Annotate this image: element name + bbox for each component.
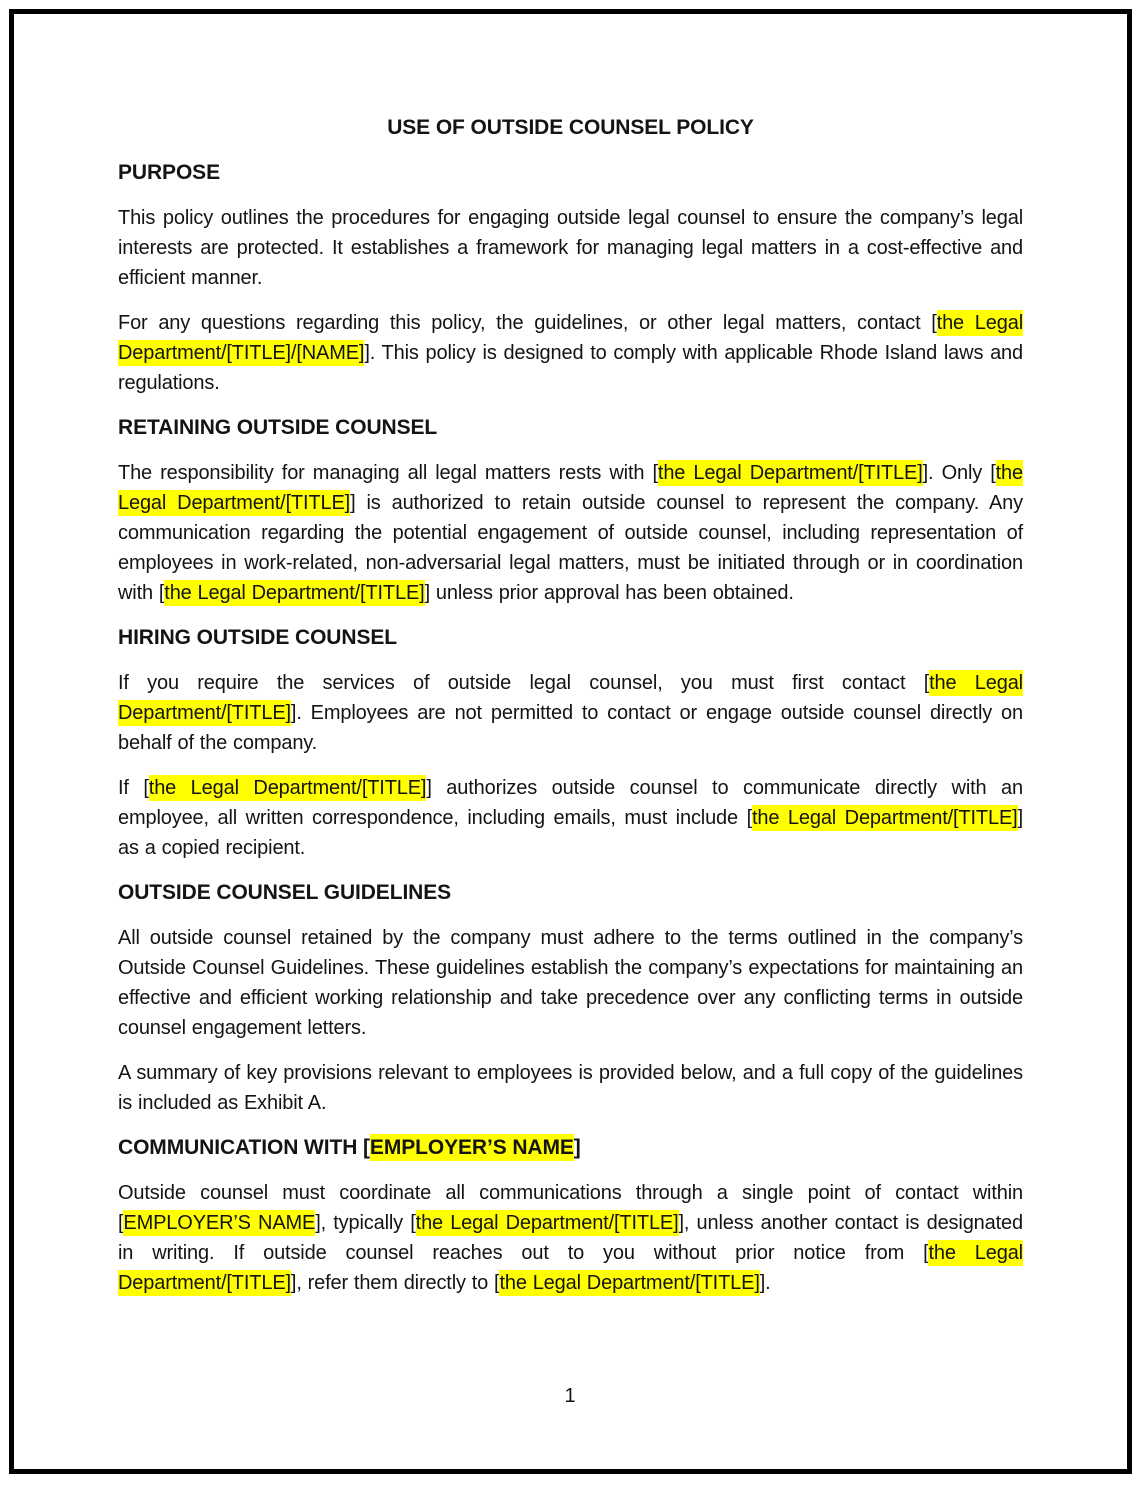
text-run: If you require the services of outside legal counsel, you must first contact [ (118, 672, 930, 694)
text-run: PURPOSE (118, 161, 220, 184)
paragraph-if (118, 773, 1023, 863)
text-run: Outside counsel must coordinate all communications through a single point of contact within [ (118, 1182, 1023, 1234)
paragraph-outside-counsel-must-coordinate-all-comm (118, 1178, 1023, 1298)
highlighted-placeholder: the Legal Department/[TITLE] (118, 672, 1023, 724)
text-run: If [ (118, 777, 149, 799)
text-run: For any questions regarding this policy, the guidelines, or other legal matters, contact [ (118, 312, 937, 334)
paragraph-the-responsibility-for-managing-all-lega (118, 458, 1023, 608)
page-number: 1 (564, 1385, 576, 1407)
text-run: ] as a copied recipient. (118, 807, 1023, 859)
text-run: ], refer them directly to [ (290, 1272, 500, 1294)
text-run: ] unless prior approval has been obtained. (424, 582, 794, 604)
text-run: RETAINING OUTSIDE COUNSEL (118, 416, 438, 439)
paragraph-this-policy-outlines-the-procedures-for- (118, 203, 1023, 293)
text-run: ]. This policy is designed to comply with applicable Rhode Island laws and regulations. (118, 342, 1023, 394)
highlighted-placeholder: the Legal Department/[TITLE] (751, 807, 1018, 829)
paragraph-all-outside-counsel-retained-by-the-comp (118, 923, 1023, 1043)
text-run: The responsibility for managing all legal matters rests with [ (118, 462, 658, 484)
heading-outside-counsel-guidelines (118, 878, 1023, 908)
highlighted-placeholder: EMPLOYER’S NAME (369, 1136, 574, 1159)
text-run: ], unless another contact is designated in writing. If outside counsel reaches out to you without prior notice from [ (118, 1212, 1023, 1264)
text-run: HIRING OUTSIDE COUNSEL (118, 626, 397, 649)
heading-communication-with (118, 1133, 1023, 1163)
text-run: ] (573, 1136, 581, 1159)
highlighted-placeholder: the Legal Department/[TITLE] (148, 777, 427, 799)
document-title: USE OF OUTSIDE COUNSEL POLICY (387, 116, 754, 139)
text-run: ]. (759, 1272, 771, 1294)
document-content (118, 113, 1023, 1313)
text-run: COMMUNICATION WITH [ (118, 1136, 370, 1159)
text-run: ]. Employees are not permitted to contact or engage outside counsel directly on behalf of the company. (118, 702, 1023, 754)
text-run: ], typically [ (315, 1212, 416, 1234)
heading-retaining-outside-counsel (118, 413, 1023, 443)
text-run: All outside counsel retained by the company must adhere to the terms outlined in the company’s Outside Counsel Guidelines. These guidelines establish the company’s expectations for maintaining an effective and efficient working relationship and take precedence over any conflicting terms in outside counsel engagement letters. (118, 927, 1023, 1039)
highlighted-placeholder: the Legal Department/[TITLE]/[NAME] (118, 312, 1023, 364)
highlighted-placeholder: the Legal Department/[TITLE] (499, 1272, 760, 1294)
highlighted-placeholder: the Legal Department/[TITLE] (164, 582, 425, 604)
highlighted-placeholder: the Legal Department/[TITLE] (118, 462, 1023, 514)
text-run: ] is authorized to retain outside counsel to represent the company. Any communication regarding the potential engagement of outside counsel, including representation of employees in work-related, non-adversarial legal matters, must be initiated through or in coordination with [ (118, 492, 1023, 604)
paragraph-if-you-require-the-services-of-outside-l (118, 668, 1023, 758)
paragraph-for-any-questions-regarding-this-policy- (118, 308, 1023, 398)
highlighted-placeholder: EMPLOYER’S NAME (123, 1212, 316, 1234)
text-run: This policy outlines the procedures for engaging outside legal counsel to ensure the company’s legal interests are protected. It establishes a framework for managing legal matters in a cost-effective and efficient manner. (118, 207, 1023, 289)
text-run: A summary of key provisions relevant to employees is provided below, and a full copy of the guidelines is included as Exhibit A. (118, 1062, 1023, 1114)
text-run: OUTSIDE COUNSEL GUIDELINES (118, 881, 452, 904)
text-run: ]. Only [ (922, 462, 996, 484)
heading-hiring-outside-counsel (118, 623, 1023, 653)
heading-purpose (118, 158, 1023, 188)
text-run: ] authorizes outside counsel to communicate directly with an employee, all written correspondence, including emails, must include [ (118, 777, 1023, 829)
highlighted-placeholder: the Legal Department/[TITLE] (657, 462, 923, 484)
highlighted-placeholder: the Legal Department/[TITLE] (415, 1212, 679, 1234)
document-body (118, 158, 1023, 1298)
paragraph-a-summary-of-key-provisions-relevant-to- (118, 1058, 1023, 1118)
highlighted-placeholder: the Legal Department/[TITLE] (118, 1242, 1023, 1294)
